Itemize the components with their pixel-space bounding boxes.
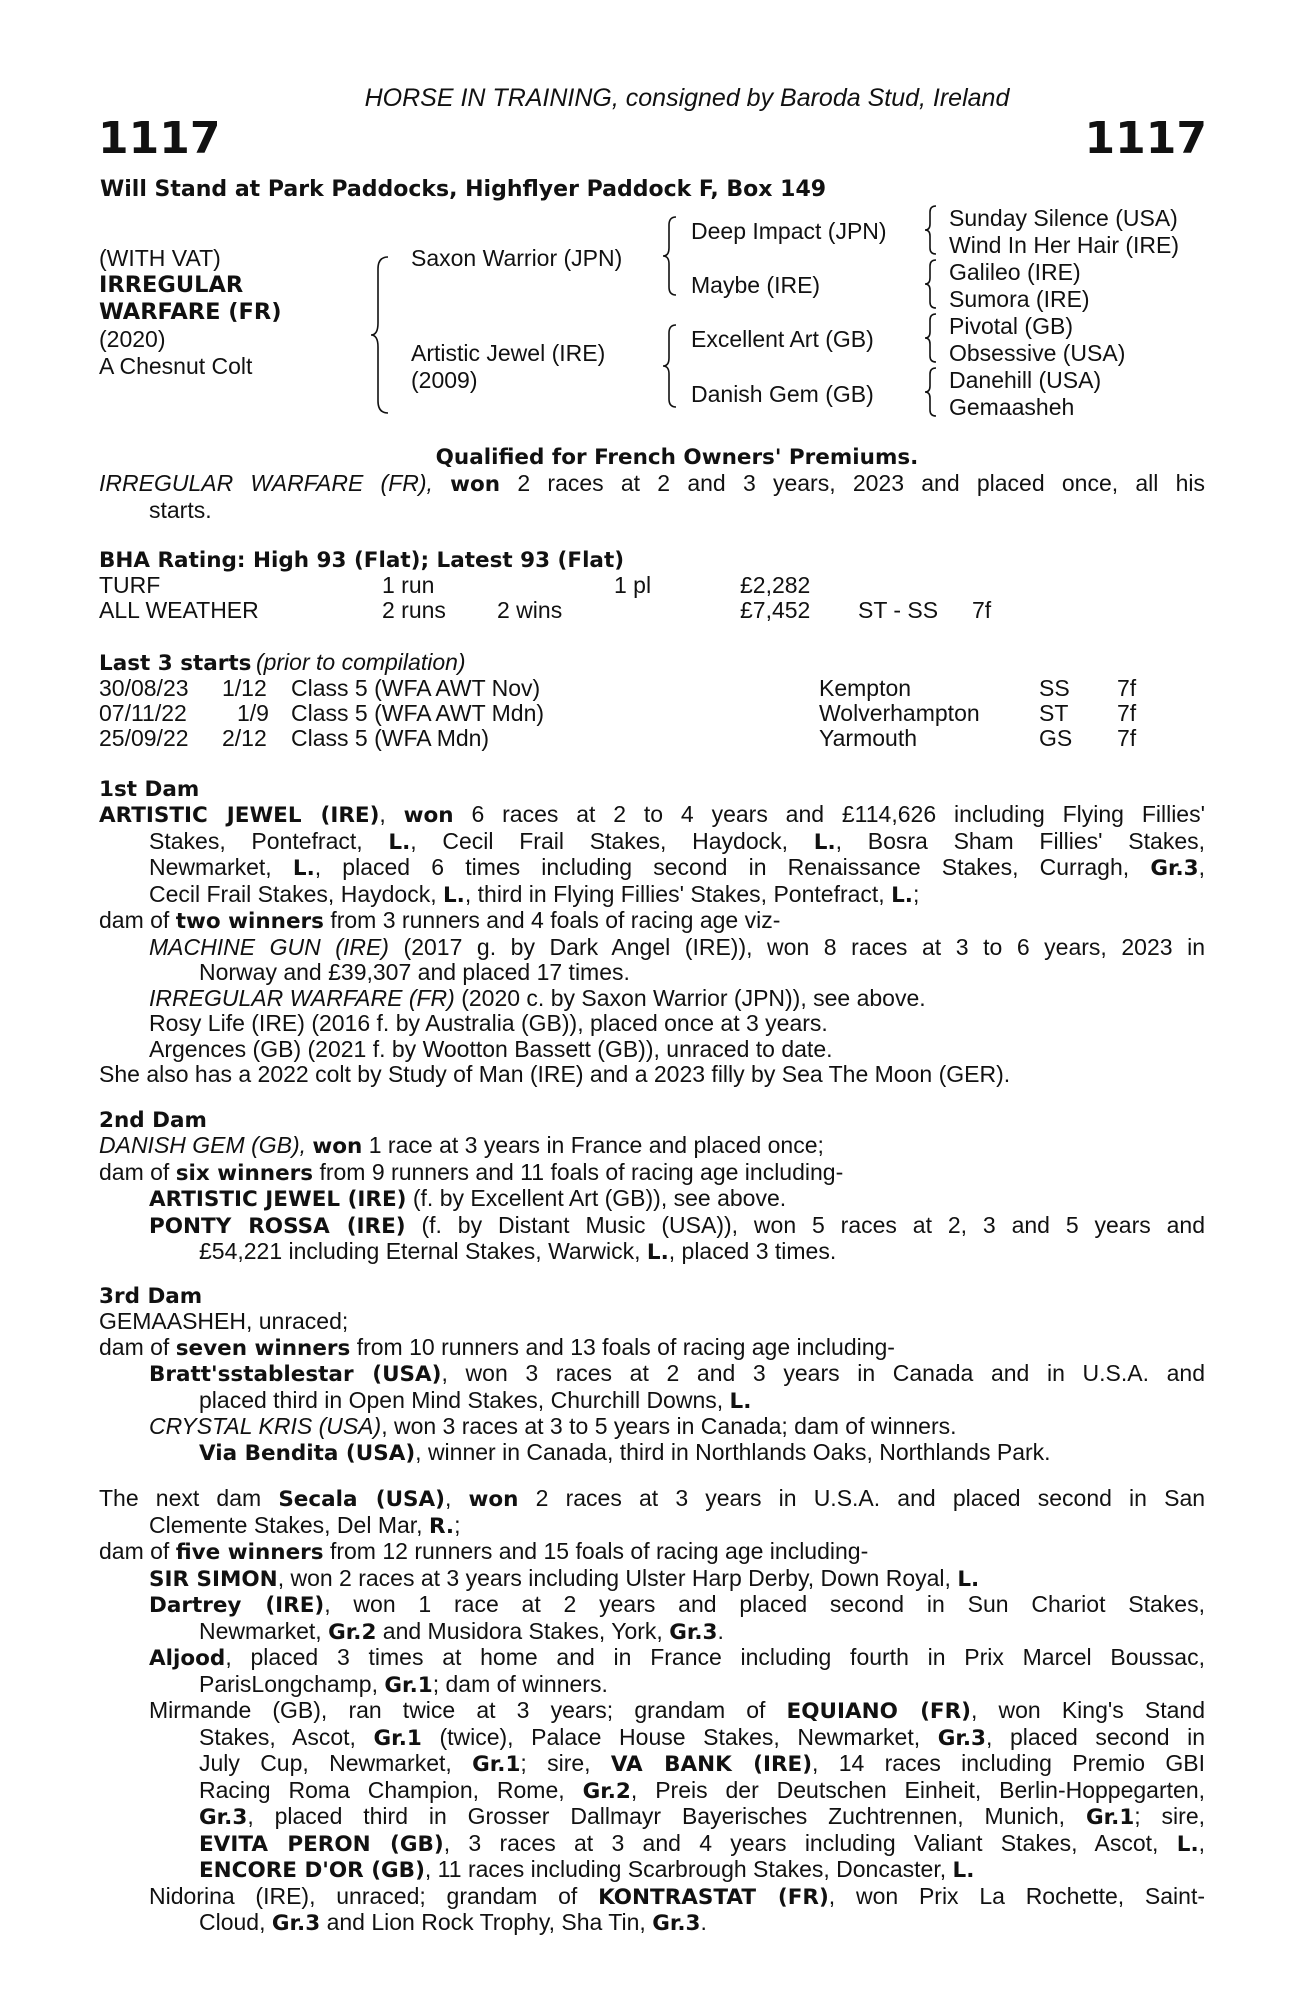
nd-al3b: Gr.1 xyxy=(384,1672,433,1698)
sd-pr3a: £54,221 including Eternal Stakes, Warwick, xyxy=(199,1238,641,1264)
sd-pr3c: , placed 3 times. xyxy=(668,1238,837,1264)
start-course-0: Kempton xyxy=(819,675,912,701)
rating-runs-0: 1 run xyxy=(382,572,435,598)
start-pos-2: 2/12 xyxy=(222,725,267,751)
nd-al3c: ; dam of winners. xyxy=(432,1670,608,1697)
horse-description: A Chesnut Colt xyxy=(99,353,253,379)
nd-nd2b: Gr.3 xyxy=(271,1911,321,1936)
summary-text: 2 races at 2 and 3 years, 2023 and placed once, all his xyxy=(517,470,1206,496)
fd-l3d: Gr.3 xyxy=(1150,856,1199,881)
td-l1: GEMAASHEH, unraced; xyxy=(99,1308,349,1334)
start-course-2: Yarmouth xyxy=(819,725,918,751)
sire: Saxon Warrior (JPN) xyxy=(411,245,623,271)
sd-ponty-rossa: PONTY ROSSA (IRE) xyxy=(149,1213,406,1239)
ss-sire: Sunday Silence (USA) xyxy=(949,205,1178,231)
nd-mm2d: Gr.3 xyxy=(937,1725,987,1751)
sd-sire: Galileo (IRE) xyxy=(949,259,1081,285)
first-dam-name: ARTISTIC JEWEL (IRE) xyxy=(99,803,380,828)
start-course-1: Wolverhampton xyxy=(819,700,980,726)
fd-l4e: ; xyxy=(912,880,920,907)
nd-mm1c: , won King's Stand xyxy=(971,1697,1205,1723)
nd-nd2e: . xyxy=(700,1909,707,1935)
rating-placed-0: 1 pl xyxy=(614,572,652,598)
dd-sire: Danehill (USA) xyxy=(949,367,1102,393)
vat-note: (WITH VAT) xyxy=(99,245,221,271)
second-dam-block xyxy=(99,1133,1205,1266)
nd-dt3a: Newmarket, xyxy=(199,1617,322,1644)
horse-name-line2: WARFARE (FR) xyxy=(99,299,282,325)
sire-dam: Maybe (IRE) xyxy=(691,272,821,298)
pedigree-brace-dd xyxy=(924,366,938,418)
sd-d1a: dam of xyxy=(99,1158,170,1185)
nd-dt2: , won 1 race at 2 years and placed second in Sun Chariot Stakes, xyxy=(324,1591,1205,1617)
nd-mm6b: , 3 races at 3 and 4 years including Valiant Stakes, Ascot, xyxy=(443,1829,1159,1856)
td-crystal-kris: CRYSTAL KRIS (USA) xyxy=(149,1413,382,1439)
next-dam-block xyxy=(99,1486,1205,1937)
summary-won: won xyxy=(450,472,501,497)
start-pos-1: 1/9 xyxy=(237,700,269,726)
last-starts-heading xyxy=(99,650,466,676)
summary-horse-name: IRREGULAR WARFARE (FR), xyxy=(99,470,433,496)
nd-equiano: EQUIANO (FR) xyxy=(786,1699,971,1724)
fd-l4b: L. xyxy=(442,882,465,908)
fd-machine-gun: MACHINE GUN (IRE) xyxy=(149,933,389,960)
first-dam-block: ARTISTIC JEWEL (IRE), won 6 races at 2 to 4 years and £114,626 including Flying Fillies' Stakes, Pontefract, L., Cecil Frail Stakes, Haydock, L., Bosra Sham Fillies' Stakes, Newmarket, L., placed 6 times including second in Renaissance Stakes, Curragh, Gr.3, Cecil Frail Stakes, Haydock, L., third in Flying Fillies' Stakes, Pontefract, L.; dam of two winners from 3 runners and 4 foals of racing age viz- MACHINE GUN (IRE) (2017 g. by Dark Angel (IRE)), won 8 races at 3 to 6 years, 2023 in Norway and £39,307 and placed 17 times. IRREGULAR WARFARE (FR) (2020 c. by Saxon Warrior (JPN)), see above. Rosy Life (IRE) (2016 f. by Australia (GB)), placed once at 3 years. Argences (GB) (2021 f. by Wootton Bassett (GB)), unraced to date. She also has a 2022 colt by Study of Man (IRE) and a 2023 filly by Sea The Moon (GER). xyxy=(99,801,1206,1087)
td-vb2: , winner in Canada, third in Northlands Oaks, Northlands Park. xyxy=(415,1438,1051,1465)
nd-al2: , placed 3 times at home and in France including fourth in Prix Marcel Boussac, xyxy=(225,1644,1205,1670)
fd-l2e: , Bosra Sham Fillies' Stakes, xyxy=(835,827,1206,854)
dam-sire: Excellent Art (GB) xyxy=(691,326,874,352)
second-dam-heading: 2nd Dam xyxy=(99,1108,207,1133)
start-date-0: 30/08/23 xyxy=(99,675,189,701)
rating-going-1: ST - SS xyxy=(858,597,939,623)
nd-va-bank: VA BANK (IRE) xyxy=(610,1752,813,1777)
nd-dartrey: Dartrey (IRE) xyxy=(149,1593,325,1618)
nd-mm4b: Gr.2 xyxy=(582,1778,631,1804)
fd-l4a: Cecil Frail Stakes, Haydock, xyxy=(149,880,437,907)
fd-also: She also has a 2022 colt by Study of Man (IRE) and a 2023 filly by Sea The Moon (GER). xyxy=(99,1061,1011,1087)
nd-mm5b: , placed third in Grosser Dallmayr Bayerisches Zuchtrennen, Munich, xyxy=(247,1803,1066,1829)
nd-d1b: five winners xyxy=(175,1540,324,1565)
nd-nd2d: Gr.3 xyxy=(652,1911,701,1936)
dd-dam: Gemaasheh xyxy=(949,394,1075,420)
nd-mm5a: Gr.3 xyxy=(199,1805,248,1830)
start-dist-0: 7f xyxy=(1117,675,1137,701)
td-via-bendita: Via Bendita (USA) xyxy=(199,1440,416,1466)
sd-artistic-jewel: ARTISTIC JEWEL (IRE) xyxy=(149,1187,407,1212)
nd-mm2c: (twice), Palace House Stakes, Newmarket, xyxy=(439,1723,921,1750)
td-brattsstablestar: Bratt'sstablestar (USA) xyxy=(149,1362,442,1387)
nd-p1a: The next dam xyxy=(99,1485,262,1511)
nd-al3a: ParisLongchamp, xyxy=(199,1670,378,1697)
start-pos-0: 1/12 xyxy=(222,675,267,701)
rating-prize-1: £7,452 xyxy=(740,597,811,623)
sd-name: DANISH GEM (GB), xyxy=(99,1132,307,1158)
dam: Artistic Jewel (IRE) xyxy=(411,340,606,366)
nd-p2b: R. xyxy=(428,1513,455,1539)
fd-l3c: , placed 6 times including second in Renaissance Stakes, Curragh, xyxy=(314,854,1130,880)
nd-p1e: 2 races at 3 years in U.S.A. and placed second in San xyxy=(535,1485,1206,1511)
sd-won: won xyxy=(312,1134,363,1159)
start-race-0: Class 5 (WFA AWT Nov) xyxy=(291,675,541,701)
nd-encore-dor: ENCORE D'OR (GB) xyxy=(199,1858,425,1883)
nd-mm1a: Mirmande (GB), ran twice at 3 years; grandam of xyxy=(149,1697,766,1723)
fd-l2b: L. xyxy=(388,829,411,855)
nd-d1c: from 12 runners and 15 foals of racing age including- xyxy=(329,1538,869,1564)
stand-location: Will Stand at Park Paddocks, Highflyer Paddock F, Box 149 xyxy=(100,177,827,202)
lot-number-right: 1117 xyxy=(1084,113,1207,164)
consignment-line: HORSE IN TRAINING, consigned by Baroda Stud, Ireland xyxy=(364,84,1010,112)
nd-mm4a: Racing Roma Champion, Rome, xyxy=(199,1776,565,1803)
nd-kontrastat: KONTRASTAT (FR) xyxy=(598,1884,829,1910)
nd-ss2: , won 2 races at 3 years including Ulster Harp Derby, Down Royal, xyxy=(277,1564,951,1591)
nd-mm6d: , xyxy=(1198,1829,1206,1856)
horse-name-line1: IRREGULAR xyxy=(99,272,244,298)
nd-p2a: Clemente Stakes, Del Mar, xyxy=(149,1511,423,1538)
td-d1b: seven winners xyxy=(175,1335,351,1361)
fd-l3b: L. xyxy=(292,856,315,881)
sd-l1: 1 race at 3 years in France and placed once; xyxy=(368,1132,824,1158)
start-going-1: ST xyxy=(1039,700,1069,726)
nd-dt3b: Gr.2 xyxy=(328,1619,377,1645)
last-starts-title: Last 3 starts xyxy=(99,651,252,676)
fd-irregular-warfare: IRREGULAR WARFARE (FR) xyxy=(149,984,455,1011)
td-bs3b: L. xyxy=(729,1388,752,1414)
rating-heading: BHA Rating: High 93 (Flat); Latest 93 (Flat) xyxy=(99,548,625,573)
fd-l4d: L. xyxy=(891,882,913,908)
nd-sir-simon: SIR SIMON xyxy=(149,1566,278,1592)
ds-sire: Pivotal (GB) xyxy=(949,313,1073,339)
fd-rosy-life: Rosy Life (IRE) (2016 f. by Australia (GB)), placed once at 3 years. xyxy=(149,1010,828,1036)
fd-l2d: L. xyxy=(813,829,836,855)
td-ck2: , won 3 races at 3 to 5 years in Canada; dam of winners. xyxy=(381,1413,957,1439)
nd-mm4c: , Preis der Deutschen Einheit, Berlin-Hoppegarten, xyxy=(630,1776,1205,1803)
nd-nd1a: Nidorina (IRE), unraced; grandam of xyxy=(149,1882,578,1909)
fd-d1c: from 3 runners and 4 foals of racing age viz- xyxy=(330,907,781,933)
fd-d1a: dam of xyxy=(99,907,170,933)
nd-nd2c: and Lion Rock Trophy, Sha Tin, xyxy=(326,1909,646,1935)
fd-iw2: (2020 c. by Saxon Warrior (JPN)), see above. xyxy=(461,984,926,1011)
start-going-2: GS xyxy=(1039,725,1073,751)
pedigree-brace-sire xyxy=(662,215,678,297)
foaling-year: (2020) xyxy=(99,326,166,352)
nd-mm7c: L. xyxy=(952,1858,975,1883)
fd-mg3: Norway and £39,307 and placed 17 times. xyxy=(199,959,630,985)
nd-mm2a: Stakes, Ascot, xyxy=(199,1723,356,1750)
nd-mm3c: ; sire, xyxy=(520,1750,591,1776)
sd-pr2: (f. by Distant Music (USA)), won 5 races at 2, 3 and 5 years and xyxy=(421,1211,1206,1238)
nd-mm3e: , 14 races including Premio GBI xyxy=(812,1750,1206,1776)
fd-argences: Argences (GB) (2021 f. by Wootton Bassett (GB)), unraced to date. xyxy=(149,1035,833,1062)
rating-surface-1: ALL WEATHER xyxy=(99,597,259,623)
sire-sire: Deep Impact (JPN) xyxy=(691,218,887,244)
dam-dam: Danish Gem (GB) xyxy=(691,381,874,407)
pedigree-brace-dam xyxy=(662,323,678,409)
nd-p2c: ; xyxy=(454,1511,461,1538)
td-bs3a: placed third in Open Mind Stakes, Churchill Downs, xyxy=(199,1386,724,1413)
td-bs2: , won 3 races at 2 and 3 years in Canada and in U.S.A. and xyxy=(441,1360,1205,1386)
rating-dist-1: 7f xyxy=(972,597,992,623)
nd-mm5d: ; sire, xyxy=(1134,1803,1206,1829)
start-race-1: Class 5 (WFA AWT Mdn) xyxy=(291,700,545,726)
ds-dam: Obsessive (USA) xyxy=(949,340,1126,366)
nd-mm3a: July Cup, Newmarket, xyxy=(199,1750,452,1776)
third-dam-block xyxy=(99,1309,1205,1466)
dam-year: (2009) xyxy=(411,367,478,393)
nd-nd2a: Cloud, xyxy=(199,1909,266,1935)
start-race-2: Class 5 (WFA Mdn) xyxy=(291,725,490,751)
nd-p1c: , xyxy=(445,1485,452,1511)
start-dist-1: 7f xyxy=(1117,700,1137,726)
rating-wins-1: 2 wins xyxy=(497,597,563,623)
pedigree-brace-ds xyxy=(924,312,938,364)
first-dam-text-1: 6 races at 2 to 4 years and £114,626 including Flying Fillies' xyxy=(471,801,1205,827)
td-d1c: from 10 runners and 13 foals of racing age including- xyxy=(356,1333,895,1360)
nd-mm6c: L. xyxy=(1176,1831,1199,1857)
last-starts-note: (prior to compilation) xyxy=(255,649,466,675)
first-dam-heading: 1st Dam xyxy=(99,777,200,802)
nd-secala: Secala (USA) xyxy=(278,1487,445,1512)
pedigree-brace-sd xyxy=(924,258,938,310)
fd-l4c: , third in Flying Fillies' Stakes, Pontefract, xyxy=(464,880,885,907)
sd-d1b: six winners xyxy=(175,1160,314,1186)
fd-l3a: Newmarket, xyxy=(149,854,272,880)
premiums-note: Qualified for French Owners' Premiums. xyxy=(435,445,919,470)
ss-dam: Wind In Her Hair (IRE) xyxy=(949,232,1180,258)
start-dist-2: 7f xyxy=(1117,725,1137,751)
rating-surface-0: TURF xyxy=(99,572,161,598)
start-date-1: 07/11/22 xyxy=(99,700,187,726)
fd-l2a: Stakes, Pontefract, xyxy=(149,827,363,854)
nd-won: won xyxy=(468,1487,519,1512)
pedigree-brace-main xyxy=(370,255,390,415)
sd-d1c: from 9 runners and 11 foals of racing age including- xyxy=(319,1158,844,1185)
nd-mm2b: Gr.1 xyxy=(373,1725,422,1751)
rating-runs-1: 2 runs xyxy=(382,597,446,623)
nd-nd1c: , won Prix La Rochette, Saint- xyxy=(828,1882,1205,1909)
fd-l2c: , Cecil Frail Stakes, Haydock, xyxy=(410,827,789,854)
nd-mm7b: , 11 races including Scarbrough Stakes, Doncaster, xyxy=(424,1856,947,1882)
first-dam-won: won xyxy=(403,803,454,828)
fd-l3e: , xyxy=(1198,854,1206,880)
nd-d1a: dam of xyxy=(99,1538,170,1564)
nd-mm2e: , placed second in xyxy=(986,1723,1206,1750)
nd-aljood: Aljood xyxy=(149,1646,226,1671)
td-d1a: dam of xyxy=(99,1333,170,1360)
race-summary xyxy=(99,471,1205,523)
start-date-2: 25/09/22 xyxy=(99,725,189,751)
nd-dt3c: and Musidora Stakes, York, xyxy=(382,1617,663,1644)
lot-number-left: 1117 xyxy=(98,113,221,164)
rating-prize-0: £2,282 xyxy=(740,572,811,598)
sd-dam: Sumora (IRE) xyxy=(949,286,1090,312)
start-going-0: SS xyxy=(1039,675,1070,701)
fd-mg2: (2017 g. by Dark Angel (IRE)), won 8 races at 3 to 6 years, 2023 in xyxy=(403,933,1205,960)
sd-pr3b: L. xyxy=(646,1240,669,1265)
summary-text-2: starts. xyxy=(149,496,212,523)
pedigree-brace-ss xyxy=(924,204,938,256)
fd-d1b: two winners xyxy=(175,909,324,934)
nd-mm5c: Gr.1 xyxy=(1085,1805,1135,1830)
nd-evita-peron: EVITA PERON (GB) xyxy=(199,1831,444,1857)
sd-aj2: (f. by Excellent Art (GB)), see above. xyxy=(412,1185,787,1211)
nd-mm3b: Gr.1 xyxy=(472,1752,521,1777)
nd-ss3: L. xyxy=(957,1566,980,1592)
third-dam-heading: 3rd Dam xyxy=(99,1284,203,1309)
nd-dt3d: Gr.3 xyxy=(669,1619,718,1645)
nd-dt3e: . xyxy=(717,1617,724,1644)
